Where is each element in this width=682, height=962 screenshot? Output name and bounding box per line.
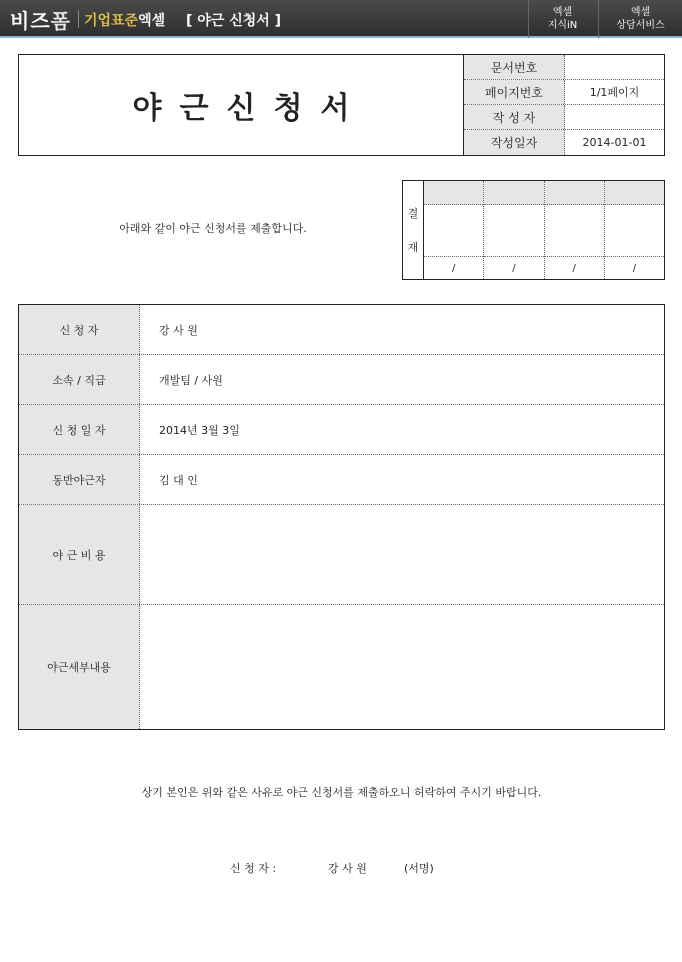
excel-knowledge-line2: 지식iN: [547, 20, 578, 31]
title-block: [18, 54, 665, 156]
meta-value[interactable]: 2014-01-01: [582, 136, 647, 149]
approval-date-cell[interactable]: /: [512, 262, 516, 274]
application-form: [18, 304, 665, 730]
signature-name[interactable]: 강 사 원: [328, 862, 367, 875]
excel-knowledge-line1: 엑셀: [552, 7, 573, 18]
meta-value[interactable]: [565, 105, 664, 129]
meta-label: 페이지번호: [464, 80, 565, 104]
meta-label: 작 성 자: [464, 105, 565, 129]
signature-label: 신 청 자 :: [230, 862, 277, 875]
form-label: 야 근 비 용: [19, 505, 140, 604]
form-value[interactable]: 강 사 원: [159, 323, 198, 337]
form-label: 동반야근자: [19, 455, 140, 504]
approval-sign-cell[interactable]: [545, 205, 604, 257]
form-label: 야근세부내용: [19, 605, 140, 729]
form-row-companion: [19, 455, 664, 505]
approval-role-cell[interactable]: [605, 181, 664, 205]
form-value[interactable]: 김 대 인: [159, 473, 198, 487]
approval-date-cell[interactable]: /: [572, 262, 576, 274]
form-label: 신 청 일 자: [19, 405, 140, 454]
meta-label: 작성일자: [464, 130, 565, 155]
form-row-applicant: [19, 305, 664, 355]
approval-role-cell[interactable]: [545, 181, 604, 205]
meta-value[interactable]: [565, 55, 664, 79]
meta-row-page-number: [464, 80, 664, 105]
form-value[interactable]: [140, 605, 664, 729]
bizform-logo[interactable]: [10, 5, 71, 34]
logo-sub: 폼: [50, 9, 71, 33]
document-meta-table: [463, 55, 664, 155]
document-title: 야근신청서: [132, 91, 368, 126]
approval-sign-cell[interactable]: [605, 205, 664, 257]
approval-role-cell[interactable]: [484, 181, 543, 205]
approval-column: [545, 181, 605, 279]
form-value[interactable]: 개발팀 / 사원: [159, 373, 223, 387]
meta-row-doc-number: [464, 55, 664, 80]
excel-knowledge-button[interactable]: [528, 0, 596, 38]
logo-divider: [78, 10, 79, 28]
approval-sign-cell[interactable]: [424, 205, 483, 257]
form-value[interactable]: 2014년 3월 3일: [159, 423, 240, 437]
intro-text: 아래와 같이 야근 신청서를 제출합니다.: [119, 222, 307, 235]
approval-label-top: 결: [407, 207, 419, 220]
excel-consult-button[interactable]: [598, 0, 682, 38]
signature-mark: (서명): [404, 862, 434, 875]
form-label: 소속 / 직급: [19, 355, 140, 404]
approval-column: [605, 181, 664, 279]
form-label: 신 청 자: [19, 305, 140, 354]
excel-consult-line2: 상담서비스: [616, 20, 665, 31]
signature-line: [230, 860, 434, 876]
approval-column: [424, 181, 484, 279]
approval-role-cell[interactable]: [424, 181, 483, 205]
approval-label: [403, 181, 424, 279]
form-row-overtime-cost: [19, 505, 664, 605]
brand-white: 엑셀: [138, 13, 166, 29]
top-banner: [0, 0, 682, 38]
banner-title: [ 야근 신청서 ]: [186, 13, 282, 29]
meta-row-date: [464, 130, 664, 155]
logo-main: 비즈: [10, 9, 51, 33]
form-row-department: [19, 355, 664, 405]
meta-label: 문서번호: [464, 55, 565, 79]
approval-label-bottom: 재: [407, 241, 419, 254]
approval-date-cell[interactable]: /: [451, 262, 456, 274]
meta-row-author: [464, 105, 664, 130]
excel-consult-line1: 엑셀: [630, 7, 651, 18]
form-row-overtime-details: [19, 605, 664, 729]
form-row-application-date: [19, 405, 664, 455]
approval-sign-cell[interactable]: [484, 205, 543, 257]
brand-yellow: 기업표준: [84, 13, 139, 29]
form-value[interactable]: [140, 505, 664, 604]
approval-box: [402, 180, 665, 280]
brand-label: [84, 10, 165, 30]
approval-date-cell[interactable]: /: [632, 262, 637, 274]
approval-column: [484, 181, 544, 279]
meta-value[interactable]: 1/1페이지: [589, 86, 640, 99]
closing-statement: 상기 본인은 위와 같은 사유로 야근 신청서를 제출하오니 허락하여 주시기 바랍니다.: [141, 786, 542, 799]
